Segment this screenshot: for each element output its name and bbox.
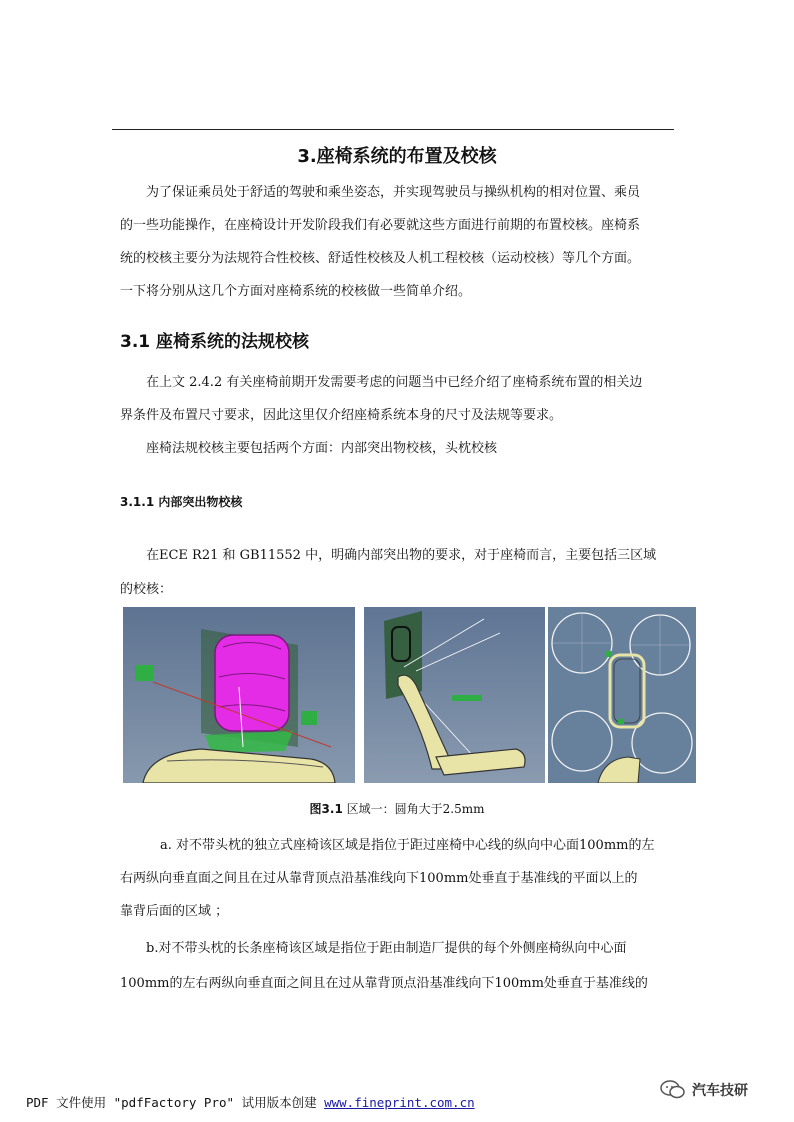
intro-line-1: 为了保证乘员处于舒适的驾驶和乘坐姿态，并实现驾驶员与操纵机构的相对位置、乘员 — [146, 185, 641, 200]
sec31-line-2: 界条件及布置尺寸要求，因此这里仅介绍座椅系统本身的尺寸及法规等要求。 — [120, 408, 563, 423]
sec31-line-1: 在上文 2.4.2 有关座椅前期开发需要考虑的问题当中已经介绍了座椅系统布置的相关边 — [146, 375, 643, 390]
section-title: 3.座椅系统的布置及校核 — [297, 146, 497, 167]
seat-side-cad-image — [364, 607, 545, 783]
intro-line-4: 一下将分别从这几个方面对座椅系统的校核做一些简单介绍。 — [120, 284, 472, 299]
sec31-line-3: 座椅法规校核主要包括两个方面：内部突出物校核，头枕校核 — [146, 441, 498, 456]
footer-text: PDF 文件使用 "pdfFactory Pro" 试用版本创建 — [26, 1095, 317, 1110]
figure-panel-seat-back — [123, 607, 355, 783]
figure-panel-zone-circles — [548, 607, 696, 783]
figure-caption-text: 区域一：圆角大于2.5mm — [346, 802, 485, 816]
sec311-line-2: 的校核： — [120, 582, 173, 597]
item-b-line-2: 100mm的左右两纵向垂直面之间且在过从靠背顶点沿基准线向下100mm处垂直于基准线的 — [120, 976, 648, 991]
item-a-line-1: a. 对不带头枕的独立式座椅该区域是指位于距过座椅中心线的纵向中心面100mm的左 — [160, 838, 655, 853]
watermark-text: 汽车技研 — [692, 1083, 748, 1099]
figure-panel-seat-side — [364, 607, 545, 783]
intro-line-2: 的一些功能操作，在座椅设计开发阶段我们有必要就这些方面进行前期的布置校核。座椅系 — [120, 218, 641, 233]
sec311-line-1: 在ECE R21 和 GB11552 中，明确内部突出物的要求，对于座椅而言，主要包括三区域 — [146, 548, 657, 563]
pdf-footer — [26, 1093, 475, 1111]
section-3-1-1-heading: 3.1.1 内部突出物校核 — [120, 495, 243, 509]
figure-caption — [0, 800, 794, 817]
zone-circles-cad-image — [548, 607, 696, 783]
wechat-icon — [660, 1079, 686, 1101]
watermark-brand — [660, 1078, 748, 1102]
footer-link[interactable]: www.fineprint.com.cn — [324, 1095, 475, 1110]
item-a-line-3: 靠背后面的区域 ； — [120, 904, 229, 919]
seat-back-cad-image — [123, 607, 355, 783]
intro-line-3: 统的校核主要分为法规符合性校核、舒适性校核及人机工程校核（运动校核）等几个方面。 — [120, 251, 641, 266]
section-3-1-heading: 3.1 座椅系统的法规校核 — [120, 332, 310, 352]
figure-caption-label: 图3.1 — [309, 802, 343, 816]
item-a-line-2: 右两纵向垂直面之间且在过从靠背顶点沿基准线向下100mm处垂直于基准线的平面以上的 — [120, 871, 638, 886]
header-rule — [112, 129, 674, 130]
item-b-line-1: b.对不带头枕的长条座椅该区域是指位于距由制造厂提供的每个外侧座椅纵向中心面 — [146, 941, 627, 956]
